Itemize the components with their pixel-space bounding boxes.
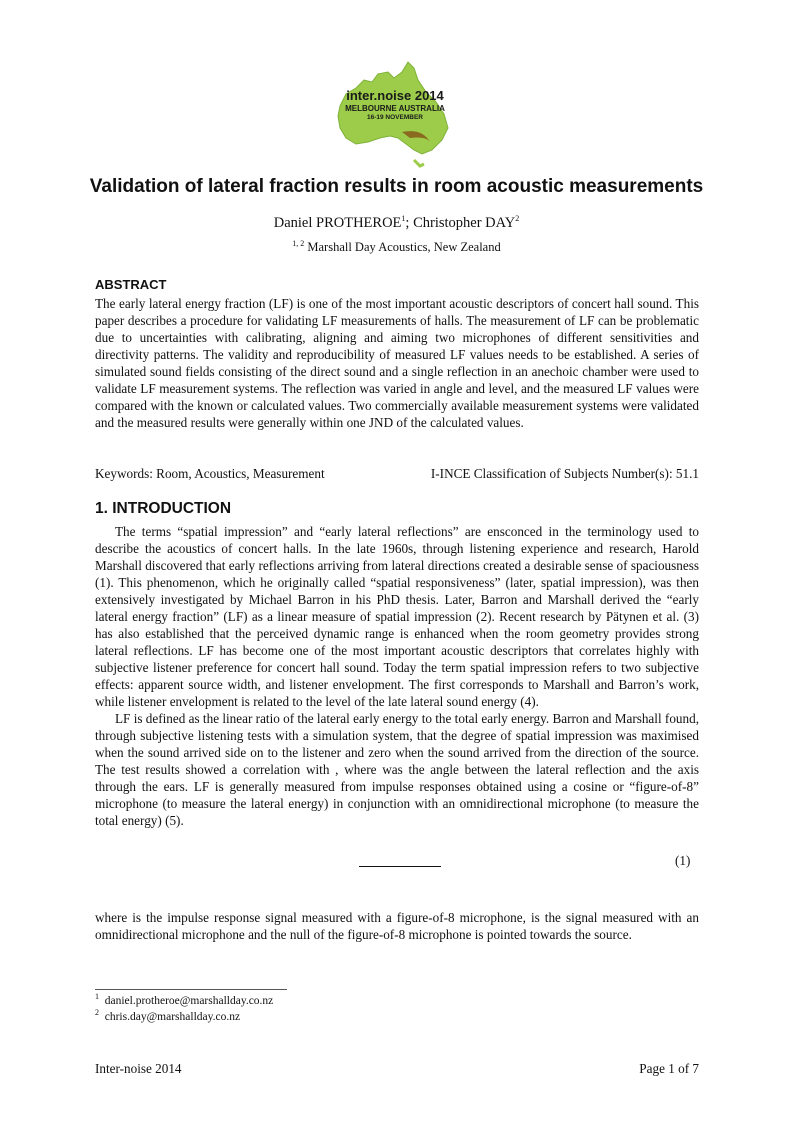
logo-location: MELBOURNE AUSTRALIA	[345, 104, 445, 113]
page-footer	[95, 1061, 699, 1077]
affiliation-mark: 1, 2	[292, 238, 305, 248]
author-affiliation-mark: 1	[401, 214, 406, 224]
equation-fraction-bar	[359, 866, 441, 867]
author-separator: ;	[405, 215, 414, 231]
footnote-number: 1	[95, 992, 99, 1002]
paragraph: LF is defined as the linear ratio of the lateral early energy to the total early energy. Barron and Marshall found, through subjective listening tests with a simulation system, that the degree of spatial impression was maximised when the sound arrived side on to the listener and zero when the sound arrived from the direction of the source. The test results showed a correlation with , where was the angle between the lateral reflection and the axis through the ears. LF is generally measured from impulse responses obtained using a cosine or “figure-of-8” microphone (to measure the lateral energy) in conjunction with an omnidirectional microphone (to measure the total energy) (5).	[95, 711, 699, 828]
conference-logo	[332, 58, 458, 170]
footnote-email: chris.day@marshallday.co.nz	[104, 1011, 241, 1023]
logo-title: inter.noise 2014	[346, 88, 444, 103]
author-line	[0, 215, 793, 232]
equation-explanation: where is the impulse response signal measured with a figure-of-8 microphone, is the signal measured with an omnidirectional microphone and the null of the figure-of-8 microphone is pointed towards the source.	[95, 910, 699, 942]
footer-conference: Inter-noise 2014	[95, 1061, 182, 1076]
footnote-divider	[95, 989, 287, 990]
author-name: Christopher DAY	[413, 215, 516, 231]
section-heading-introduction: 1. INTRODUCTION	[95, 500, 232, 517]
footnote-number: 2	[95, 1008, 99, 1018]
keywords-line	[95, 466, 699, 482]
author-name: Daniel PROTHEROE	[273, 215, 402, 231]
abstract-text: The early lateral energy fraction (LF) is one of the most important acoustic descriptors of concert hall sound. This paper describes a procedure for validating LF measurements of halls. The measurement of LF can be problematic due to uncertainties with calibrating, aligning and aiming two microphones of different sensitivities and directivity patterns. The validity and reproducibility of measured LF values needs to be established. A series of simulated sound fields consisting of the direct sound and a single reflection in an anechoic chamber were used to validate LF measurement systems. The reflection was varied in angle and level, and the measured LF values were compared with the known or calculated values. Two commercially available measurement systems were validated and the measured results were generally within one JND of the calculated values.	[95, 296, 699, 430]
author-affiliation-mark: 2	[515, 214, 520, 224]
affiliation-text: Marshall Day Acoustics, New Zealand	[304, 240, 501, 254]
paper-title: Validation of lateral fraction results in room acoustic measurements	[89, 176, 704, 197]
page-number: Page 1 of 7	[639, 1061, 699, 1076]
logo-dates: 16-19 NOVEMBER	[367, 114, 423, 121]
paragraph: The terms “spatial impression” and “early lateral reflections” are ensconced in the terminology used to describe the acoustics of concert halls. In the late 1960s, through listening experience and research, Harold Marshall discovered that early reflections arriving from lateral directions created a desirable sense of spaciousness (1). This phenomenon, which he originally called “spatial responsiveness” (later, spatial impression), was then extensively investigated by Michael Barron in his PhD thesis. Later, Barron and Marshall derived the “early lateral energy fraction” (LF) as a linear measure of spatial impression (2). Recent research by Pätynen et al. (3) has also established that the perceived dynamic range is enhanced when the room geometry provides strong lateral reflections. LF has become one of the most important acoustic descriptors that correlates highly with subjective listener preference for concert hall sound. Today the term spatial impression refers to two subjective effects: apparent source width, and listener envelopment. The first corresponds to Marshall and Barron’s work, while listener envelopment is related to the level of the late lateral sound energy (4).	[95, 524, 699, 709]
affiliation	[0, 240, 793, 255]
equation-number: (1)	[675, 853, 691, 868]
footnote-email: daniel.protheroe@marshallday.co.nz	[104, 995, 274, 1007]
classification: I-INCE Classification of Subjects Number(s): 51.1	[430, 466, 699, 481]
footnote	[95, 992, 274, 1007]
keywords: Keywords: Room, Acoustics, Measurement	[95, 466, 325, 481]
abstract-heading: ABSTRACT	[95, 277, 167, 292]
footnote	[95, 1008, 241, 1023]
introduction-body	[95, 523, 699, 829]
